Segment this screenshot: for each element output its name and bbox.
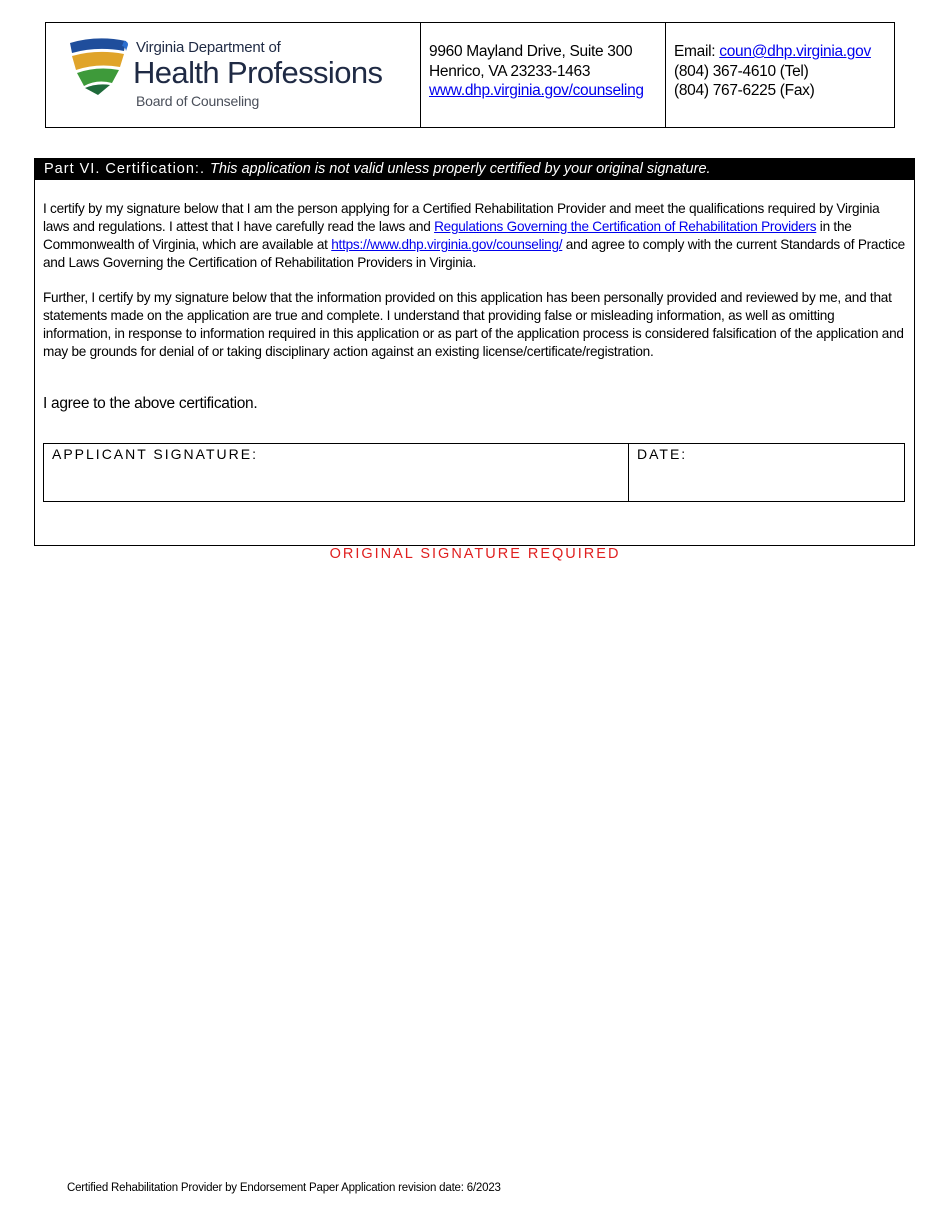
address-line-2: Henrico, VA 23233-1463 [429,62,591,80]
para1-text-b: in the Commonwealth of Virginia, which are available at [43,219,852,252]
applicant-signature-label: APPLICANT SIGNATURE: [52,446,258,462]
section-note: This application is not valid unless properly certified by your original signature. [210,161,711,177]
section-header-bar [35,159,914,180]
contact-cell [666,23,894,127]
original-signature-required-notice: ORIGINAL SIGNATURE REQUIRED [329,546,621,562]
phone-fax: (804) 767-6225 (Fax) [674,82,815,99]
certification-paragraph-1 [43,200,905,272]
email-label: Email: [674,43,720,60]
certification-section [34,158,915,546]
website-link[interactable]: www.dhp.virginia.gov/counseling [429,82,644,99]
applicant-signature-field[interactable] [44,444,629,501]
address-cell [421,23,666,127]
regulations-link[interactable]: Regulations Governing the Certification of Rehabilitation Providers [434,219,817,234]
letterhead [45,22,895,128]
certification-paragraph-2: Further, I certify by my signature below that the information provided on this application has been personally provided and reviewed by me, and that statements made on the application are true and complete. I understand that providing false or misleading information, as well as omitting information, in response to information required in this application or as part of the application process is considered falsification of the application and may be grounds for denial of or taking disciplinary action against an existing license/certificate/registration. [43,290,904,359]
logo-cell [46,23,421,127]
revision-footer: Certified Rehabilitation Provider by Endorsement Paper Application revision date: 6/2023 [67,1182,501,1194]
email-link[interactable]: coun@dhp.virginia.gov [719,43,871,60]
logo-department-text: Virginia Department of [136,39,281,56]
agree-statement: I agree to the above certification. [43,395,258,412]
logo-board-text: Board of Counseling [136,93,260,109]
logo-title-text: Health Professions [133,55,383,90]
dhp-logo-icon [64,37,130,95]
section-title: Part VI. Certification:. [44,161,211,177]
counseling-url-link[interactable]: https://www.dhp.virginia.gov/counseling/ [331,237,563,252]
date-label: DATE: [637,446,688,462]
date-field[interactable] [629,444,904,501]
signature-table [43,443,905,502]
phone-tel: (804) 367-4610 (Tel) [674,62,809,80]
address-line-1: 9960 Mayland Drive, Suite 300 [429,43,633,60]
para1-text-c: and agree to comply with the current Standards of Practice and Laws Governing the Certification of Rehabilitation Providers in Virginia. [43,237,905,270]
para1-text-a: I certify by my signature below that I am the person applying for a Certified Rehabilitation Provider and meet the qualifications required by Virginia laws and regulations. I attest that I have carefully read the laws and [43,201,880,234]
